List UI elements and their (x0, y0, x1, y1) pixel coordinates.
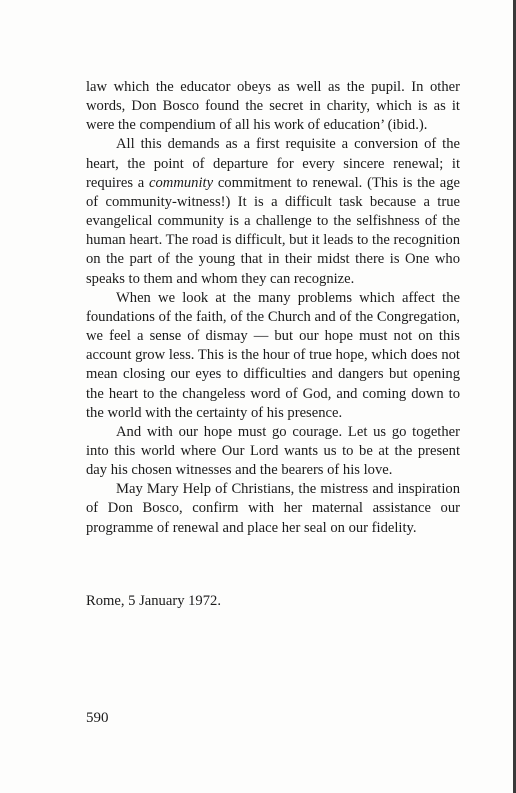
paragraph-2-part-2: commitment to renewal. (This is the age of community-witness!) It is a difficult task because a true evangelical community is a challenge to the selfishness of the human heart. The road is difficult, but it leads to the recognition on the part of the young that in their midst there is One who speaks to them and whom they can recognize. (86, 174, 460, 287)
paragraph-4: And with our hope must go courage. Let us go together into this world where Our Lord wants us to be at the present day his chosen witnesses and the bearers of his love. (86, 423, 460, 479)
paragraph-2-part-1: All this demands as a first requisite a conversion of the heart, the point of departure for every sincere renewal; it requires a (86, 136, 460, 191)
page-number: 590 (86, 710, 109, 726)
dateline: Rome, 5 January 1972. (86, 593, 221, 609)
paragraph-3: When we look at the many problems which affect the foundations of the faith, of the Church and of the Congregation, we feel a sense of dismay — but our hope must not on this account grow less. This is the hour of true hope, which does not mean closing our eyes to difficulties and dangers but opening the heart to the changeless word of God, and coming down to the world with the certainty of his presence. (86, 289, 460, 421)
paragraph-2 (86, 135, 460, 288)
paragraph-1: law which the educator obeys as well as the pupil. In other words, Don Bosco found the secret in charity, which is as it were the compendium of all his work of education’ (ibid.). (86, 79, 460, 134)
paragraph-5: May Mary Help of Christians, the mistress and inspiration of Don Bosco, confirm with her maternal assistance our programme of renewal and place her seal on our fidelity. (86, 481, 460, 536)
paragraph-2-emphasis: community (149, 174, 214, 191)
body-text (86, 78, 460, 538)
